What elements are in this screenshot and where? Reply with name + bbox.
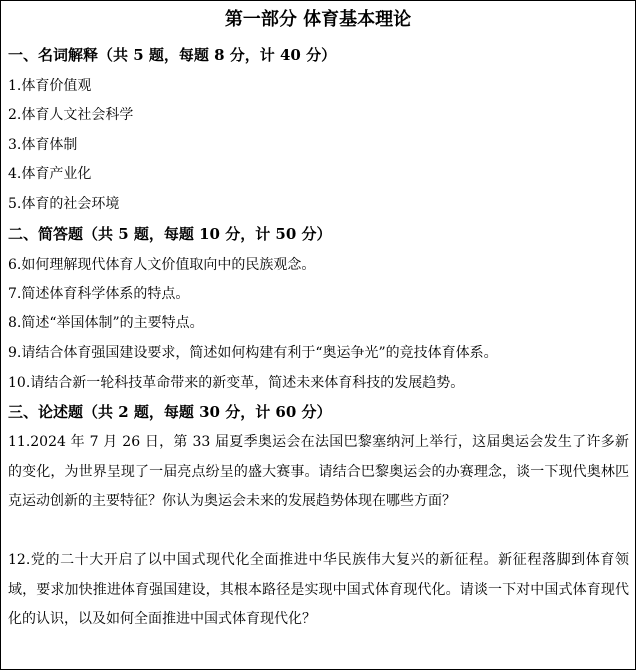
- question-item: 5.体育的社会环境: [8, 196, 120, 212]
- question-item: 8.简述“举国体制”的主要特点。: [8, 315, 204, 331]
- question-item: 9.请结合体育强国建设要求，简述如何构建有利于“奥运争光”的竞技体育体系。: [8, 345, 498, 361]
- question-item: 6.如何理解现代体育人文价值取向中的民族观念。: [8, 257, 316, 273]
- question-item: 2.体育人文社会科学: [8, 107, 134, 123]
- section-heading-essay: 三、论述题（共 2 题，每题 30 分，计 60 分）: [8, 403, 332, 421]
- question-item: 3.体育体制: [8, 137, 78, 153]
- question-item: 1.体育价值观: [8, 78, 92, 94]
- section-heading-short-answer: 二、简答题（共 5 题，每题 10 分，计 50 分）: [8, 225, 332, 243]
- essay-question-12: 12.党的二十大开启了以中国式现代化全面推进中华民族伟大复兴的新征程。新征程落脚到体育领域，要求加快推进体育强国建设，其根本路径是实现中国式体育现代化。请谈一下对中国式体育现代化的认识，以及如何全面推进中国式体育现代化？: [8, 552, 629, 627]
- page-title: 第一部分 体育基本理论: [224, 9, 412, 30]
- question-item: 7.简述体育科学体系的特点。: [8, 286, 190, 302]
- question-item: 10.请结合新一轮科技革命带来的新变革，简述未来体育科技的发展趋势。: [8, 375, 465, 391]
- essay-question-11: 11.2024 年 7 月 26 日，第 33 届夏季奥运会在法国巴黎塞纳河上举行，这届奥运会发生了许多新的变化，为世界呈现了一届亮点纷呈的盛大赛事。请结合巴黎奥运会的办赛理念，谈一下现代奥林匹克运动创新的主要特征？你认为奥运会未来的发展趋势体现在哪些方面？: [8, 434, 629, 509]
- question-item: 4.体育产业化: [8, 166, 92, 182]
- section-heading-definitions: 一、名词解释（共 5 题，每题 8 分，计 40 分）: [8, 46, 337, 64]
